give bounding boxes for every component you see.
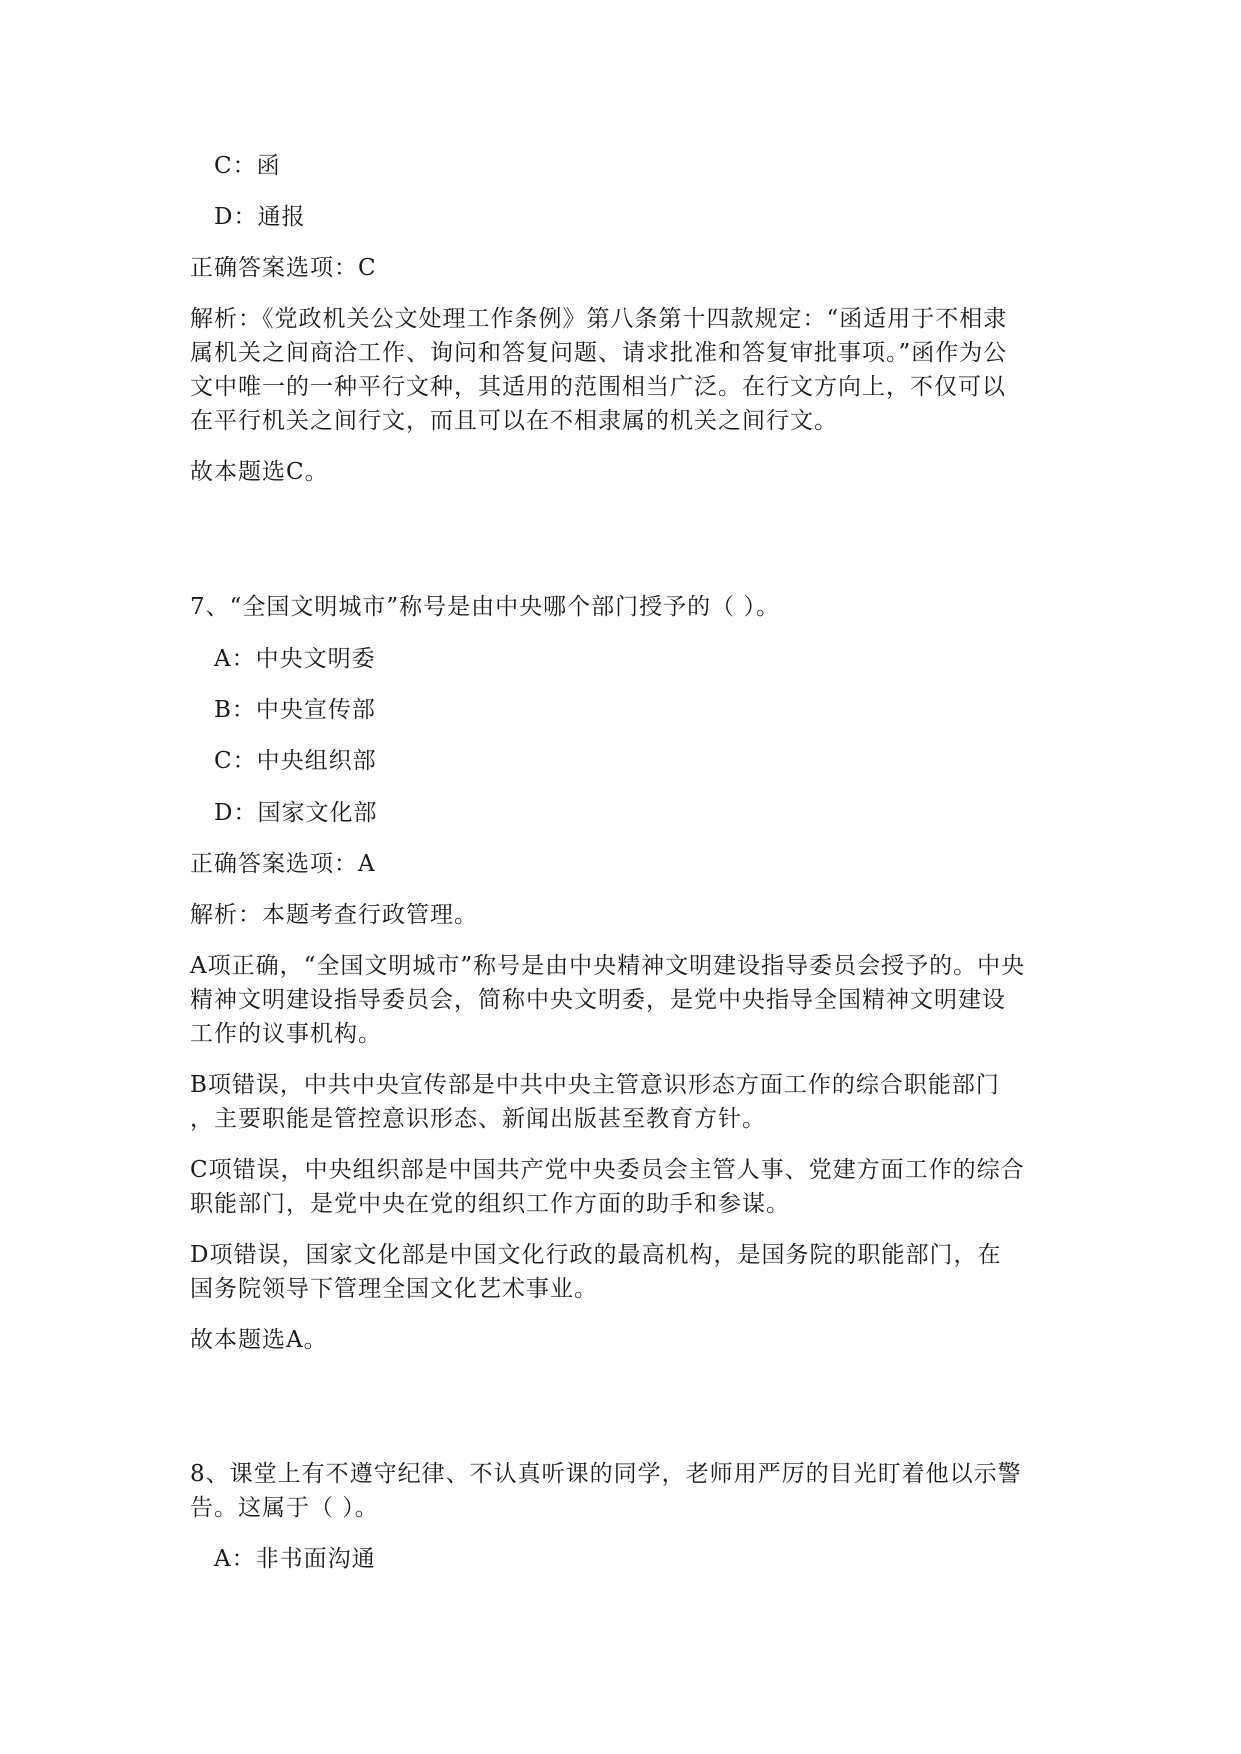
q7-explanation-a-line: 工作的议事机构。 (190, 1021, 382, 1047)
q7-explanation-c-line: C项错误，中央组织部是中国共产党中央委员会主管人事、党建方面工作的综合 (190, 1157, 1025, 1183)
q7-explanation-a-line: 精神文明建设指导委员会，简称中央文明委，是党中央指导全国精神文明建设 (190, 987, 1006, 1013)
q8-option-a: A：非书面沟通 (214, 1546, 376, 1572)
q7-answer: 正确答案选项：A (190, 851, 376, 877)
q8-question-line: 8、课堂上有不遵守纪律、不认真听课的同学，老师用严厉的目光盯着他以示警 (190, 1461, 1022, 1487)
q6-option-c: C：函 (214, 153, 281, 179)
q7-explanation-c-line: 职能部门，是党中央在党的组织工作方面的助手和参谋。 (190, 1191, 790, 1217)
q7-explanation-d-line: D项错误，国家文化部是中国文化行政的最高机构，是国务院的职能部门，在 (190, 1242, 1002, 1268)
q6-analysis-line: 文中唯一的一种平行文种，其适用的范围相当广泛。在行文方向上，不仅可以 (190, 374, 1006, 400)
q6-analysis-line: 属机关之间商洽工作、询问和答复问题、请求批准和答复审批事项。”函作为公 (190, 340, 1008, 366)
q6-answer: 正确答案选项：C (190, 255, 377, 281)
q7-option-c: C：中央组织部 (214, 748, 377, 774)
q7-explanation-b-line: ，主要职能是管控意识形态、新闻出版甚至教育方针。 (190, 1106, 766, 1132)
q7-analysis-intro: 解析：本题考查行政管理。 (190, 902, 478, 928)
q6-analysis-line: 在平行机关之间行文，而且可以在不相隶属的机关之间行文。 (190, 408, 838, 434)
q6-analysis-line: 解析：《党政机关公文处理工作条例》第八条第十四款规定：“函适用于不相隶 (190, 306, 1008, 332)
q7-option-b: B：中央宣传部 (214, 697, 376, 723)
q6-conclusion: 故本题选C。 (190, 459, 329, 485)
q7-conclusion: 故本题选A。 (190, 1327, 328, 1353)
q8-question-line: 告。这属于（ ）。 (190, 1495, 379, 1521)
q7-option-a: A：中央文明委 (214, 646, 376, 672)
q7-explanation-b-line: B项错误，中共中央宣传部是中共中央主管意识形态方面工作的综合职能部门 (190, 1072, 1000, 1098)
q6-option-d: D：通报 (214, 204, 306, 230)
q7-option-d: D：国家文化部 (214, 800, 378, 826)
q7-question: 7、“全国文明城市”称号是由中央哪个部门授予的（ ）。 (190, 594, 780, 620)
q7-explanation-a-line: A项正确，“全国文明城市”称号是由中央精神文明建设指导委员会授予的。中央 (190, 953, 1026, 979)
q7-explanation-d-line: 国务院领导下管理全国文化艺术事业。 (190, 1276, 598, 1302)
